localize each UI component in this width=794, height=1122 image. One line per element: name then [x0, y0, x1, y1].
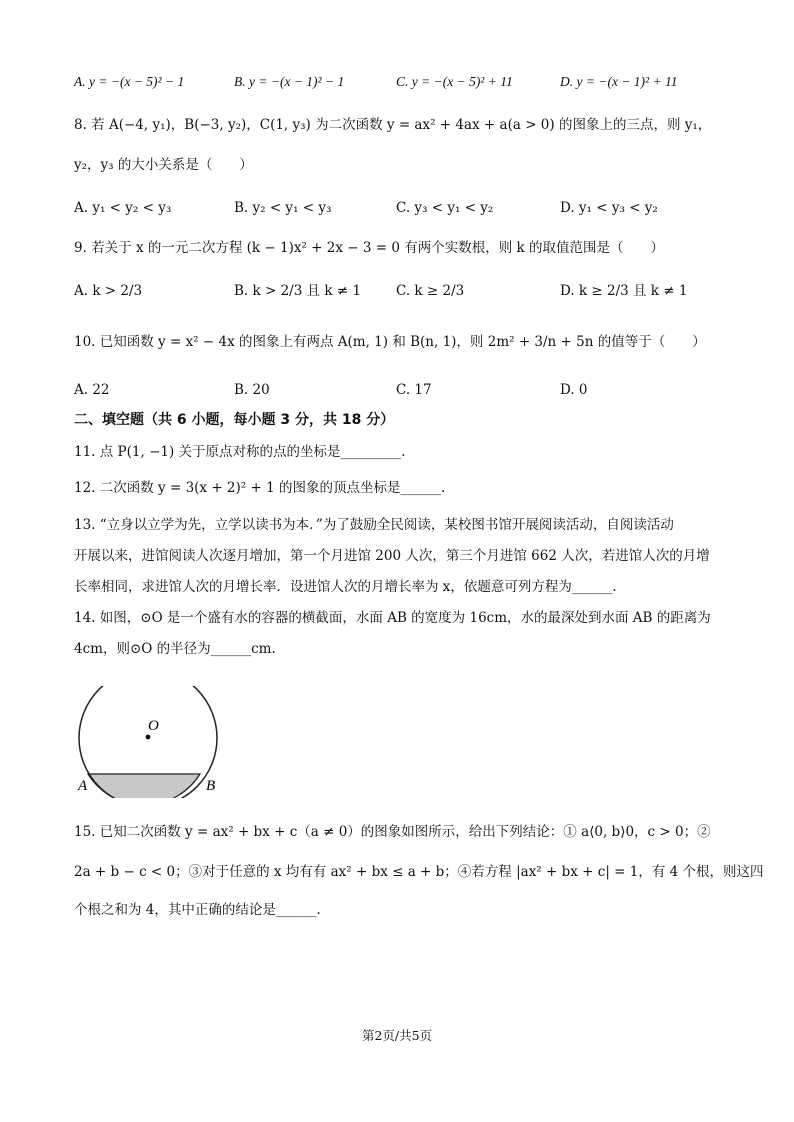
q8-line2: y₂，y₃ 的大小关系是（ ）: [74, 157, 253, 173]
q15-line3: 个根之和为 4，其中正确的结论是______.: [74, 902, 321, 918]
q10-option-a: A. 22: [74, 382, 110, 398]
q9-text: 9. 若关于 x 的一元二次方程 (k − 1)x² + 2x − 3 = 0 有两个实数根，则 k 的取值范围是（ ）: [74, 240, 664, 256]
q8-option-b: B. y₂ < y₁ < y₃: [234, 200, 332, 216]
q13-line1: 13. “立身以立学为先，立学以读书为本．”为了鼓励全民阅读，某校图书馆开展阅读活动，自阅读活动: [74, 517, 674, 533]
q9-option-a: A. k > 2/3: [74, 283, 143, 299]
q9-option-c: C. k ≥ 2/3: [396, 283, 465, 299]
point-a-label: A: [78, 778, 88, 794]
q11-text: 11. 点 P(1, −1) 关于原点对称的点的坐标是_________.: [74, 444, 406, 460]
section-heading: 二、填空题（共 6 小题，每小题 3 分，共 18 分）: [74, 412, 395, 428]
q10-option-c: C. 17: [396, 382, 432, 398]
center-point: [146, 735, 151, 740]
q10-text: 10. 已知函数 y = x² − 4x 的图象上有两点 A(m, 1) 和 B(n, 1)，则 2m² + 3/n + 5n 的值等于（ ）: [74, 334, 706, 350]
q14-line2: 4cm，则⊙O 的半径为______cm.: [74, 641, 276, 657]
q7-option-c: C. y = −(x − 5)² + 11: [396, 74, 513, 89]
q10-option-b: B. 20: [234, 382, 270, 398]
q8-option-a: A. y₁ < y₂ < y₃: [74, 200, 172, 216]
q8-line1: 8. 若 A(−4, y₁)，B(−3, y₂)，C(1, y₃) 为二次函数 y = ax² + 4ax + a(a > 0) 的图象上的三点，则 y₁，: [74, 117, 712, 133]
q12-text: 12. 二次函数 y = 3(x + 2)² + 1 的图象的顶点坐标是______.: [74, 480, 446, 496]
q13-line2: 开展以来，进馆阅读人次逐月增加，第一个月进馆 200 人次，第三个月进馆 662 人次，若进馆人次的月增: [74, 548, 710, 564]
q7-option-d: D. y = −(x − 1)² + 11: [560, 74, 678, 89]
water-region: [88, 774, 200, 798]
point-b-label: B: [206, 778, 216, 794]
q7-option-a: A. y = −(x − 5)² − 1: [74, 74, 185, 89]
center-label: O: [148, 718, 159, 734]
q7-option-b: B. y = −(x − 1)² − 1: [234, 74, 345, 89]
page-footer: 第2页/共5页: [361, 1028, 433, 1043]
q9-option-b: B. k > 2/3 且 k ≠ 1: [234, 283, 362, 299]
q15-line2: 2a + b − c < 0；③对于任意的 x 均有有 ax² + bx ≤ a + b；④若方程 |ax² + bx + c| = 1，有 4 个根，则这四: [74, 864, 764, 880]
q15-line1: 15. 已知二次函数 y = ax² + bx + c（a ≠ 0）的图象如图所示，给出下列结论：① a⟨0, b⟩0，c > 0；②: [74, 824, 711, 840]
q13-line3: 长率相同，求进馆人次的月增长率．设进馆人次的月增长率为 x，依题意可列方程为______.: [74, 579, 617, 595]
q10-option-d: D. 0: [560, 382, 588, 398]
q8-option-c: C. y₃ < y₁ < y₂: [396, 200, 494, 216]
q8-option-d: D. y₁ < y₃ < y₂: [560, 200, 658, 216]
q14-line1: 14. 如图，⊙O 是一个盛有水的容器的横截面，水面 AB 的宽度为 16cm，水的最深处到水面 AB 的距离为: [74, 610, 711, 626]
q9-option-d: D. k ≥ 2/3 且 k ≠ 1: [560, 283, 688, 299]
water-container-figure: [74, 686, 224, 798]
